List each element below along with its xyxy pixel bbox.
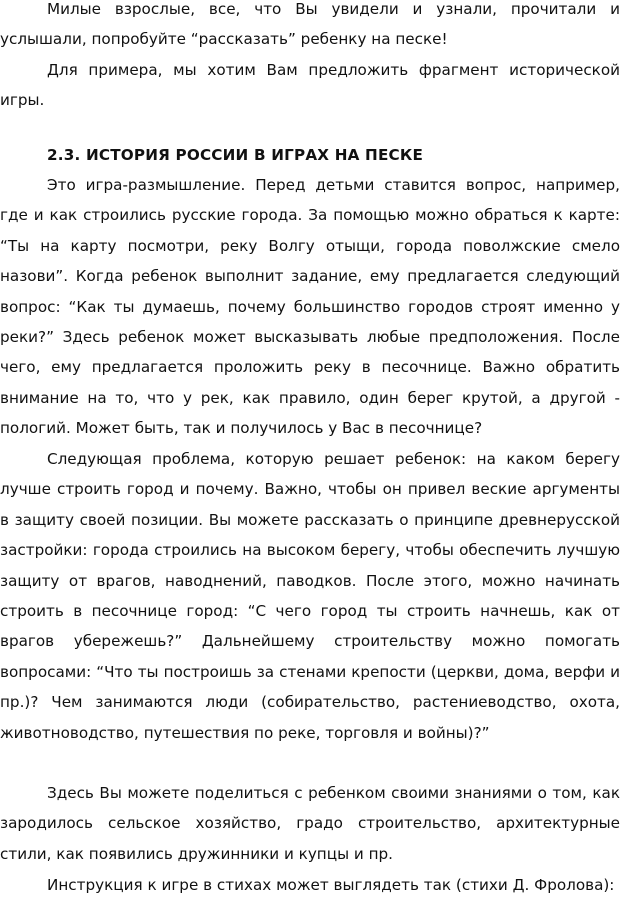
paragraph-intro-2: Для примера, мы хотим Вам предложить фрагмент исторической игры.	[0, 61, 620, 110]
paragraph-body-4: Инструкция к игре в стихах может выглядеть так (стихи Д. Фролова):	[47, 876, 615, 894]
section-heading: 2.3. ИСТОРИЯ РОССИИ В ИГРАХ НА ПЕСКЕ	[47, 146, 424, 164]
paragraph-body-3: Здесь Вы можете поделиться с ребенком своими знаниями о том, как зародилось сельское хозяйство, градо строительство, архитектурные стили, как появились дружинники и купцы и пр.	[0, 784, 620, 863]
paragraph-intro-1: Милые взрослые, все, что Вы увидели и узнали, прочитали и услышали, попробуйте “рассказать” ребенку на песке!	[0, 0, 620, 49]
paragraph-body-1: Это игра-размышление. Перед детьми ставится вопрос, например, где и как строились русские города. За помощью можно обраться к карте: “Ты на карту посмотри, реку Волгу отыщи, города поволжские смело назови”. Когда ребенок выполнит задание, ему предлагается следующий вопрос: “Как ты думаешь, почему большинство городов строят именно у реки?” Здесь ребенок может высказывать любые предположения. После чего, ему предлагается проложить реку в песочнице. Важно обратить внимание на то, что у рек, как правило, один берег крутой, а другой - пологий. Может быть, так и получилось у Вас в песочнице?	[0, 176, 620, 438]
paragraph-body-2: Следующая проблема, которую решает ребенок: на каком берегу лучше строить город и почему. Важно, чтобы он привел веские аргументы в защиту своей позиции. Вы можете рассказать о принципе древнерусской застройки: города строились на высоком берегу, чтобы обеспечить лучшую защиту от врагов, наводнений, паводков. После этого, можно начинать строить в песочнице город: “С чего город ты строить начнешь, как от врагов убережешь?” Дальнейшему строительству можно помогать вопросами: “Что ты построишь за стенами крепости (церкви, дома, верфи и пр.)? Чем занимаются люди (собирательство, растениеводство, охота, животноводство, путешествия по реке, торговля и войны)?”	[0, 450, 620, 742]
